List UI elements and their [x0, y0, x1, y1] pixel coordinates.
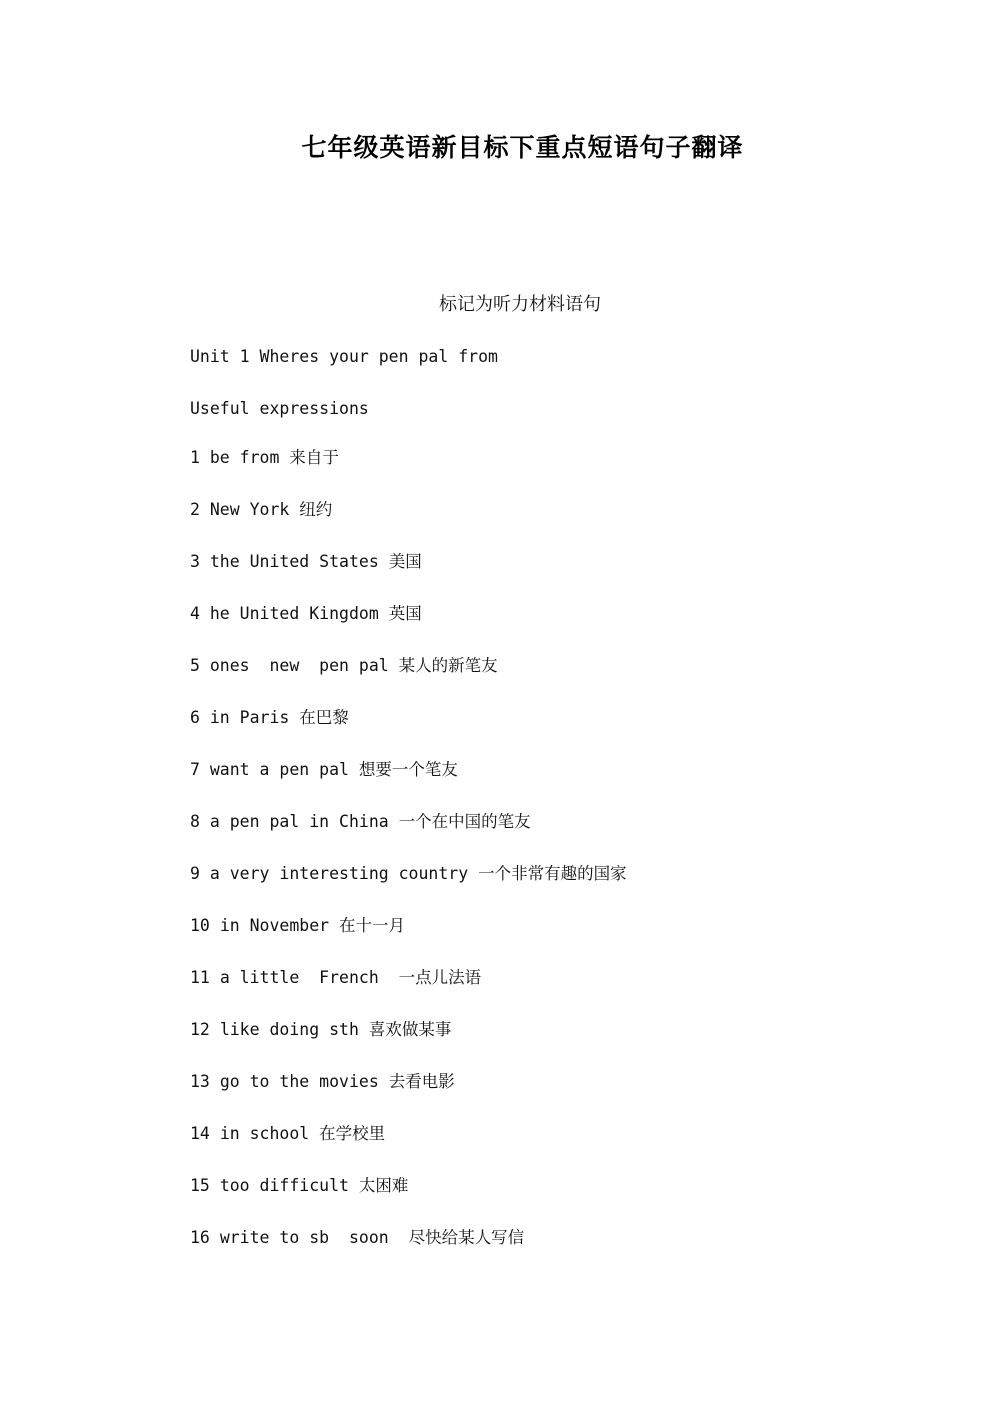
- item-number: 7: [190, 760, 200, 779]
- item-english: like doing sth: [219, 1020, 359, 1039]
- item-english: a pen pal in China: [209, 812, 389, 831]
- list-item: [190, 603, 422, 625]
- list-item: [190, 551, 422, 573]
- item-chinese: 在巴黎: [299, 708, 349, 727]
- item-english: too difficult: [219, 1176, 349, 1195]
- item-english: write to sb soon: [219, 1228, 399, 1247]
- item-chinese: 纽约: [299, 500, 333, 519]
- item-number: 9: [190, 864, 200, 883]
- page-title: 七年级英语新目标下重点短语句子翻译: [301, 133, 744, 162]
- item-chinese: 太困难: [358, 1176, 409, 1195]
- page-subtitle: 标记为听力材料语句: [439, 294, 601, 315]
- item-number: 13: [190, 1072, 210, 1091]
- item-number: 15: [190, 1176, 210, 1195]
- item-english: want a pen pal: [209, 760, 349, 779]
- item-chinese: 在学校里: [319, 1124, 386, 1143]
- item-chinese: 美国: [388, 552, 422, 571]
- list-item: [190, 967, 481, 989]
- item-number: 1: [190, 448, 200, 467]
- list-item: [190, 1071, 455, 1093]
- item-chinese: 某人的新笔友: [398, 656, 498, 675]
- list-item: [190, 1175, 408, 1197]
- item-chinese: 在十一月: [339, 916, 406, 935]
- list-item: [190, 499, 332, 521]
- item-number: 2: [190, 500, 200, 519]
- list-item: [190, 1227, 524, 1249]
- list-item: [190, 655, 498, 677]
- list-item: [190, 1123, 385, 1145]
- list-item: [190, 1019, 451, 1041]
- item-english: New York: [209, 500, 290, 519]
- item-chinese: 一个非常有趣的国家: [478, 864, 627, 883]
- unit-heading: Unit 1 Wheres your pen pal from: [190, 347, 498, 366]
- list-item: [190, 707, 349, 729]
- list-item: [190, 447, 339, 469]
- item-number: 11: [190, 968, 210, 987]
- list-item: [190, 863, 627, 885]
- list-item: [190, 915, 405, 937]
- list-item: [190, 759, 458, 781]
- item-chinese: 一个在中国的笔友: [398, 812, 531, 831]
- section-heading: Useful expressions: [190, 399, 369, 418]
- item-chinese: 一点儿法语: [398, 968, 482, 987]
- item-chinese: 去看电影: [388, 1072, 455, 1091]
- item-number: 8: [190, 812, 200, 831]
- item-english: a very interesting country: [209, 864, 469, 883]
- item-number: 4: [190, 604, 200, 623]
- item-number: 3: [190, 552, 200, 571]
- item-number: 12: [190, 1020, 210, 1039]
- item-chinese: 尽快给某人写信: [408, 1228, 525, 1247]
- item-number: 16: [190, 1228, 210, 1247]
- item-number: 5: [190, 656, 200, 675]
- item-chinese: 想要一个笔友: [358, 760, 458, 779]
- item-english: in November: [219, 916, 330, 935]
- item-english: the United States: [209, 552, 379, 571]
- item-english: go to the movies: [219, 1072, 379, 1091]
- item-number: 10: [190, 916, 210, 935]
- item-chinese: 英国: [388, 604, 422, 623]
- item-english: in school: [219, 1124, 310, 1143]
- item-chinese: 来自于: [289, 448, 339, 467]
- item-english: he United Kingdom: [209, 604, 379, 623]
- item-english: in Paris: [209, 708, 290, 727]
- item-english: ones new pen pal: [209, 656, 389, 675]
- item-chinese: 喜欢做某事: [368, 1020, 452, 1039]
- item-english: a little French: [219, 968, 389, 987]
- item-english: be from: [209, 448, 280, 467]
- item-number: 6: [190, 708, 200, 727]
- item-number: 14: [190, 1124, 210, 1143]
- list-item: [190, 811, 531, 833]
